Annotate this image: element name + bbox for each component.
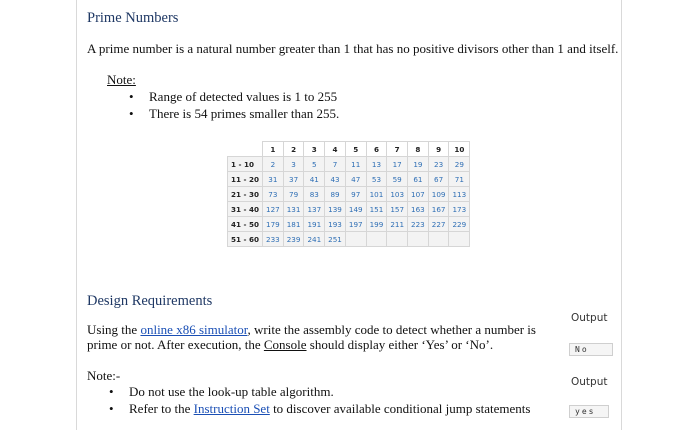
table-cell: 17 (387, 157, 408, 172)
list-item: • Range of detected values is 1 to 255 (129, 88, 339, 105)
table-cell: 73 (263, 187, 284, 202)
table-cell: 7 (325, 157, 346, 172)
table-cell: 3 (283, 157, 304, 172)
column-header: 8 (408, 142, 429, 157)
table-cell: 103 (387, 187, 408, 202)
table-cell: 227 (428, 217, 449, 232)
table-cell: 233 (263, 232, 284, 247)
table-cell (449, 232, 470, 247)
column-header: 6 (366, 142, 387, 157)
table-cell: 5 (304, 157, 325, 172)
list-item-text: to discover available conditional jump statements (269, 401, 531, 416)
column-header: 4 (325, 142, 346, 157)
table-cell: 191 (304, 217, 325, 232)
table-cell: 229 (449, 217, 470, 232)
column-header: 9 (428, 142, 449, 157)
output-value-2: yes (575, 407, 596, 416)
table-cell: 167 (428, 202, 449, 217)
output-label-1: Output (571, 312, 608, 324)
table-cell: 107 (408, 187, 429, 202)
note2-list (109, 383, 530, 417)
output-label-2: Output (571, 376, 608, 388)
prime-definition: A prime number is a natural number greater than 1 that has no positive divisors other than 1 and itself. (87, 41, 619, 56)
table-cell: 83 (304, 187, 325, 202)
table-cell: 29 (449, 157, 470, 172)
list-item: • Do not use the look-up table algorithm. (109, 383, 530, 400)
table-cell (408, 232, 429, 247)
page-margin-left (76, 0, 77, 430)
table-row (228, 232, 470, 247)
requirement-text-part: Using the (87, 322, 141, 337)
table-cell: 79 (283, 187, 304, 202)
column-header: 3 (304, 142, 325, 157)
table-cell: 2 (263, 157, 284, 172)
primes-table (227, 141, 470, 247)
table-row (228, 187, 470, 202)
row-label: 21 - 30 (228, 187, 263, 202)
requirement-text (87, 322, 557, 352)
table-cell: 67 (428, 172, 449, 187)
table-cell (366, 232, 387, 247)
output-console-2 (569, 405, 609, 418)
table-corner (228, 142, 263, 157)
table-cell: 157 (387, 202, 408, 217)
table-row (228, 172, 470, 187)
row-label: 1 - 10 (228, 157, 263, 172)
table-cell: 13 (366, 157, 387, 172)
output-value-1: No (575, 345, 589, 354)
table-cell: 61 (408, 172, 429, 187)
table-cell: 149 (345, 202, 366, 217)
table-cell: 41 (304, 172, 325, 187)
table-cell: 11 (345, 157, 366, 172)
row-label: 51 - 60 (228, 232, 263, 247)
table-cell (428, 232, 449, 247)
table-cell: 53 (366, 172, 387, 187)
table-row (228, 217, 470, 232)
table-cell: 31 (263, 172, 284, 187)
table-cell (387, 232, 408, 247)
table-cell: 131 (283, 202, 304, 217)
table-cell: 239 (283, 232, 304, 247)
table-cell: 109 (428, 187, 449, 202)
column-header: 1 (263, 142, 284, 157)
console-term: Console (263, 337, 307, 352)
note-label: Note: (107, 72, 136, 87)
table-cell: 163 (408, 202, 429, 217)
column-header: 10 (449, 142, 470, 157)
table-cell: 127 (263, 202, 284, 217)
online-simulator-link[interactable]: online x86 simulator (140, 322, 248, 337)
table-cell: 23 (428, 157, 449, 172)
requirement-text-part: should display either ‘Yes’ or ‘No’. (306, 337, 494, 352)
page-title: Prime Numbers (87, 10, 179, 26)
table-cell: 139 (325, 202, 346, 217)
table-cell: 59 (387, 172, 408, 187)
table-cell: 179 (263, 217, 284, 232)
table-cell: 101 (366, 187, 387, 202)
table-cell: 193 (325, 217, 346, 232)
notes-list (129, 88, 339, 122)
column-header: 5 (345, 142, 366, 157)
list-item: • There is 54 primes smaller than 255. (129, 105, 339, 122)
table-cell: 137 (304, 202, 325, 217)
note2-label: Note:- (87, 368, 121, 383)
instruction-set-link[interactable]: Instruction Set (193, 401, 270, 416)
requirement-text-part: , write the assembly code to detect whether a number is prime or not. After execution, the (87, 322, 536, 352)
table-row (228, 202, 470, 217)
table-cell: 199 (366, 217, 387, 232)
table-cell: 211 (387, 217, 408, 232)
table-cell: 241 (304, 232, 325, 247)
row-label: 31 - 40 (228, 202, 263, 217)
table-cell: 71 (449, 172, 470, 187)
table-cell: 37 (283, 172, 304, 187)
row-label: 41 - 50 (228, 217, 263, 232)
table-cell: 43 (325, 172, 346, 187)
table-cell: 113 (449, 187, 470, 202)
table-cell: 223 (408, 217, 429, 232)
table-cell: 173 (449, 202, 470, 217)
column-header: 2 (283, 142, 304, 157)
table-row (228, 157, 470, 172)
page-margin-right (621, 0, 622, 430)
row-label: 11 - 20 (228, 172, 263, 187)
design-heading: Design Requirements (87, 293, 213, 309)
list-item-text: Refer to the (129, 401, 194, 416)
table-cell: 181 (283, 217, 304, 232)
table-cell: 89 (325, 187, 346, 202)
column-header: 7 (387, 142, 408, 157)
table-cell: 19 (408, 157, 429, 172)
output-console-1 (569, 343, 613, 356)
table-cell: 97 (345, 187, 366, 202)
table-cell: 47 (345, 172, 366, 187)
table-cell: 197 (345, 217, 366, 232)
table-cell: 151 (366, 202, 387, 217)
list-item (109, 400, 530, 417)
table-cell: 251 (325, 232, 346, 247)
table-cell (345, 232, 366, 247)
